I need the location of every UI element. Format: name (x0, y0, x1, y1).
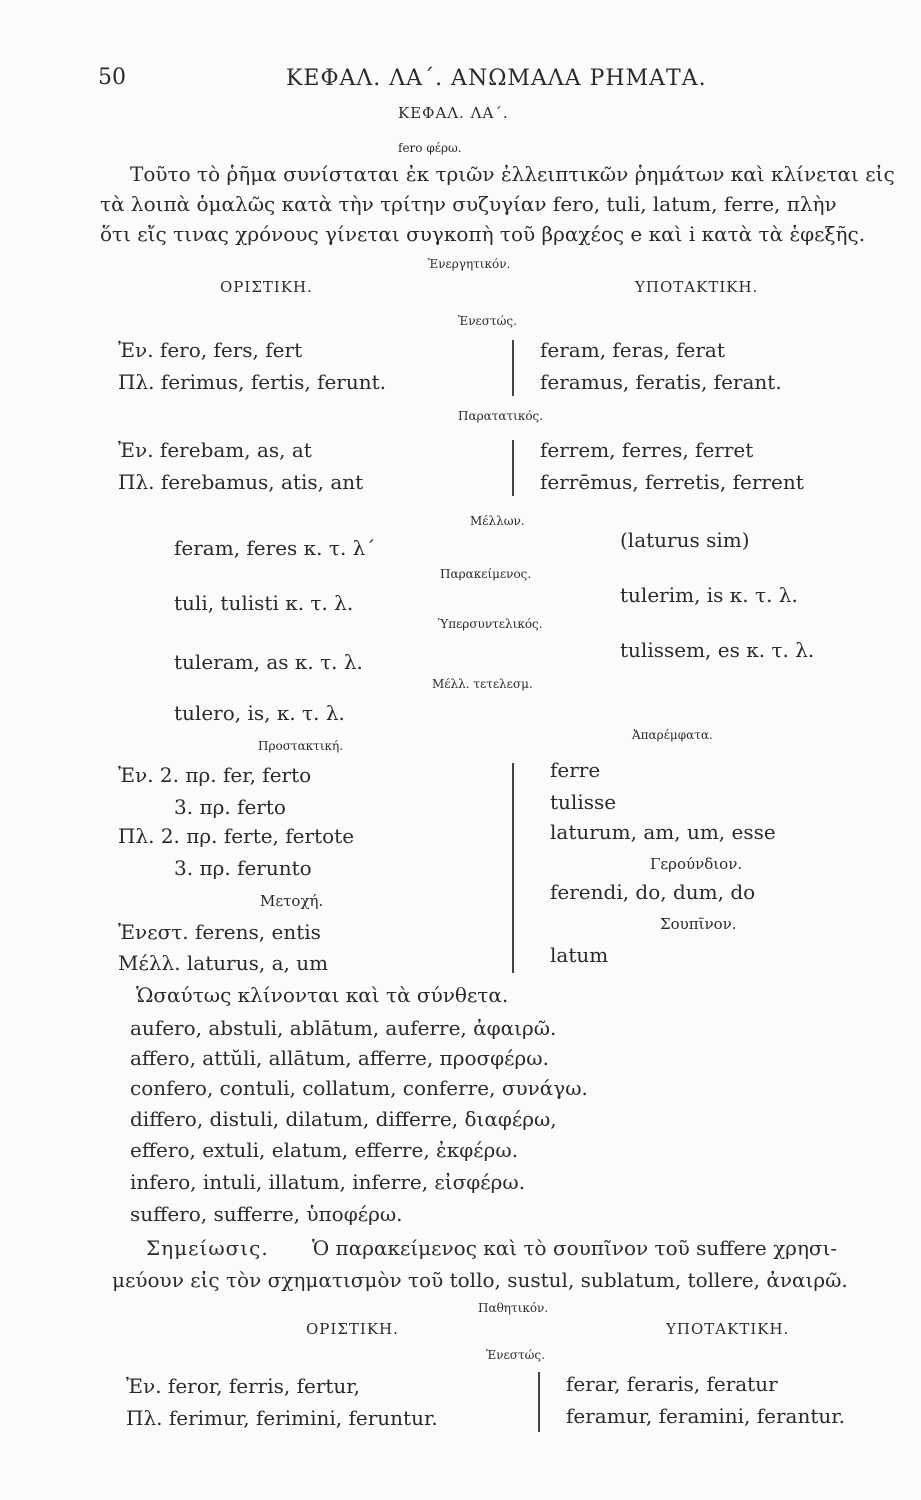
participle-future: Μέλλ. laturus, a, um (118, 951, 329, 975)
gerund-label: Γερούνδιον. (650, 855, 743, 873)
pluperfect-indicative: tuleram, as κ. τ. λ. (174, 650, 363, 674)
future-subjunctive: (laturus sim) (620, 528, 750, 552)
present-subjunctive-plural: feramus, feratis, ferant. (540, 370, 782, 394)
intro-line-2: τὰ λοιπὰ ὁμαλῶς κατὰ τὴν τρίτην συζυγίαν fero, tuli, latum, ferre, πλὴν (100, 192, 837, 216)
supine: latum (550, 943, 609, 967)
imperative-singular-3: 3. πρ. ferto (174, 795, 286, 819)
present-indicative-singular: Ἐν. fero, fers, fert (118, 338, 303, 362)
compounds-intro: Ὡσαύτως κλίνονται καὶ τὰ σύνθετα. (136, 983, 509, 1007)
imperfect-indicative-plural: Πλ. ferebamus, atis, ant (118, 470, 364, 494)
future-perfect-label: Μέλλ. τετελεσμ. (432, 677, 533, 691)
passive-present-indicative-singular: Ἐν. feror, ferris, fertur, (126, 1374, 361, 1398)
participle-label: Μετοχή. (260, 892, 324, 910)
running-title: ΚΕΦΑΛ. ΛΑ΄. ΑΝΩΜΑΛΑ ΡΗΜΑΤΑ. (286, 66, 707, 91)
note-line-2: μεύουν εἰς τὸν σχηματισμὸν τοῦ tollo, sustul, sublatum, tollere, ἀναιρῶ. (112, 1268, 848, 1292)
headword: fero φέρω. (398, 141, 462, 155)
present-column-divider (512, 340, 514, 396)
infinitive-perfect: tulisse (550, 790, 617, 814)
supine-label: Σουπῖνον. (660, 915, 737, 933)
note-label: Σημείωσις. (146, 1236, 269, 1260)
present-subjunctive-singular: feram, feras, ferat (540, 338, 725, 362)
passive-present-subjunctive-singular: ferar, feraris, feratur (566, 1372, 778, 1396)
future-indicative: feram, feres κ. τ. λ΄ (174, 536, 376, 560)
imperfect-subjunctive-plural: ferrēmus, ferretis, ferrent (540, 470, 804, 494)
compound-1: aufero, abstuli, ablātum, auferre, ἀφαιρῶ. (130, 1016, 557, 1040)
page-number: 50 (98, 65, 126, 90)
passive-present-subjunctive-plural: feramur, feramini, ferantur. (566, 1404, 845, 1428)
note-line-1: Ὁ παρακείμενος καὶ τὸ σουπῖνον τοῦ suffere χρησι- (312, 1236, 838, 1260)
infinitive-present: ferre (550, 758, 601, 782)
perfect-subjunctive: tulerim, is κ. τ. λ. (620, 583, 798, 607)
active-indicative-header: ΟΡΙΣΤΙΚΗ. (220, 278, 313, 296)
future-perfect-indicative: tulero, is, κ. τ. λ. (174, 701, 345, 725)
passive-voice-label: Παθητικόν. (478, 1301, 549, 1315)
intro-line-3: ὅτι εἴς τινας χρόνους γίνεται συγκοπὴ τοῦ βραχέος e καὶ i κατὰ τὰ ἑφεξῆς. (100, 222, 866, 246)
present-label: Ἐνεστώς. (458, 314, 517, 328)
imperfect-indicative-singular: Ἐν. ferebam, as, at (118, 438, 312, 462)
intro-line-1: Τοῦτο τὸ ῥῆμα συνίσταται ἐκ τριῶν ἐλλειπτικῶν ῥημάτων καὶ κλίνεται εἰς (130, 162, 895, 186)
passive-column-divider (538, 1372, 540, 1432)
mood-column-divider (512, 763, 514, 973)
perfect-indicative: tuli, tulisti κ. τ. λ. (174, 591, 354, 615)
imperative-plural-2: Πλ. 2. πρ. ferte, fertote (118, 824, 355, 848)
compound-6: infero, intuli, illatum, inferre, εἰσφέρω. (130, 1170, 526, 1194)
imperative-plural-3: 3. πρ. ferunto (174, 856, 312, 880)
future-label: Μέλλων. (470, 514, 525, 528)
participle-present: Ἐνεστ. ferens, entis (118, 920, 321, 944)
imperative-label: Προστακτική. (258, 739, 344, 753)
chapter-title: ΚΕΦΑΛ. ΛΑ΄. (398, 104, 509, 122)
compound-5: effero, extuli, elatum, efferre, ἐκφέρω. (130, 1138, 519, 1162)
active-subjunctive-header: ΥΠΟΤΑΚΤΙΚΗ. (635, 278, 759, 296)
compound-7: suffero, sufferre, ὑποφέρω. (130, 1202, 403, 1226)
imperative-singular-2: Ἐν. 2. πρ. fer, ferto (118, 763, 312, 787)
gerund: ferendi, do, dum, do (550, 880, 756, 904)
pluperfect-subjunctive: tulissem, es κ. τ. λ. (620, 638, 815, 662)
compound-4: differo, distuli, dilatum, differre, διαφέρω, (130, 1107, 557, 1131)
passive-present-label: Ἐνεστώς. (486, 1348, 545, 1362)
infinitive-future: laturum, am, um, esse (550, 820, 776, 844)
passive-subjunctive-header: ΥΠΟΤΑΚΤΙΚΗ. (666, 1320, 790, 1338)
present-indicative-plural: Πλ. ferimus, fertis, ferunt. (118, 370, 387, 394)
perfect-label: Παρακείμενος. (440, 567, 532, 581)
compound-2: affero, attŭli, allātum, afferre, προσφέρω. (130, 1046, 549, 1070)
compound-3: confero, contuli, collatum, conferre, συνάγω. (130, 1076, 588, 1100)
passive-indicative-header: ΟΡΙΣΤΙΚΗ. (306, 1320, 399, 1338)
imperfect-column-divider (512, 440, 514, 496)
imperfect-label: Παρατατικός. (458, 409, 544, 423)
active-voice-label: Ἐνεργητικόν. (428, 257, 511, 271)
pluperfect-label: Ὑπερσυντελικός. (438, 617, 543, 631)
imperfect-subjunctive-singular: ferrem, ferres, ferret (540, 438, 754, 462)
passive-present-indicative-plural: Πλ. ferimur, ferimini, feruntur. (126, 1406, 438, 1430)
infinitive-label: Ἀπαρέμφατα. (632, 728, 713, 742)
